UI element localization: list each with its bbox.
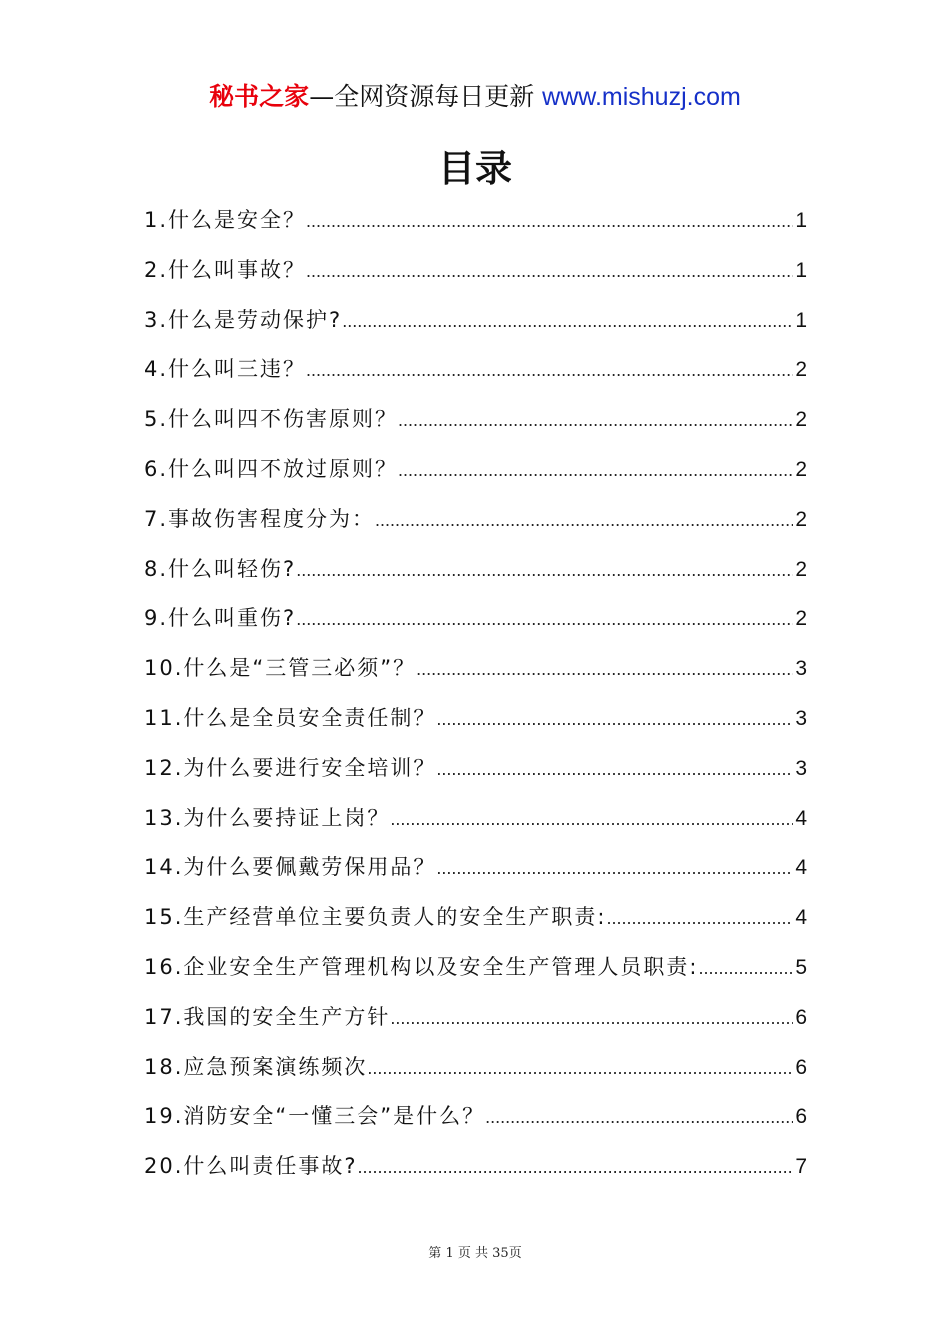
page-title: 目录 — [438, 146, 512, 190]
toc-entry[interactable] — [144, 196, 807, 246]
toc-entry[interactable] — [144, 993, 807, 1043]
toc-entry-page-number: 1 — [795, 308, 807, 332]
toc-dot-leader — [342, 297, 793, 347]
toc-entry-title: 9.什么叫重伤? — [144, 606, 297, 631]
toc-entry[interactable] — [144, 1043, 807, 1093]
site-header — [0, 80, 950, 114]
header-tagline: —全网资源每日更新 — [309, 82, 535, 111]
toc-entry-page-number: 2 — [795, 507, 807, 531]
toc-dot-leader — [306, 247, 793, 297]
toc-dot-leader — [698, 944, 793, 994]
toc-entry-page-number: 1 — [795, 258, 807, 282]
toc-entry-page-number: 6 — [795, 1105, 807, 1129]
page-footer — [0, 1244, 950, 1264]
toc-entry-title: 14.为什么要佩戴劳保用品？ — [144, 855, 437, 880]
toc-entry-page-number: 2 — [795, 457, 807, 481]
toc-dot-leader — [390, 994, 793, 1044]
toc-entry[interactable] — [144, 345, 807, 395]
toc-dot-leader — [296, 595, 793, 645]
toc-entry-page-number: 4 — [795, 806, 807, 830]
toc-dot-leader — [367, 1044, 793, 1094]
toc-entry[interactable] — [144, 495, 807, 545]
toc-entry-page-number: 2 — [795, 408, 807, 432]
footer-suffix: 页 — [508, 1246, 522, 1261]
toc-entry-page-number: 2 — [795, 557, 807, 581]
toc-entry-title: 8.什么叫轻伤? — [144, 556, 297, 581]
toc-entry[interactable] — [144, 794, 807, 844]
toc-entry[interactable] — [144, 545, 807, 595]
toc-entry-title: 4.什么叫三违？ — [144, 357, 307, 382]
toc-dot-leader — [398, 446, 793, 496]
toc-entry[interactable] — [144, 445, 807, 495]
toc-entry-page-number: 6 — [795, 1055, 807, 1079]
toc-entry[interactable] — [144, 644, 807, 694]
toc-dot-leader — [306, 346, 793, 396]
toc-entry-title: 7.事故伤害程度分为： — [144, 506, 376, 531]
toc-dot-leader — [436, 745, 793, 795]
toc-entry-title: 1.什么是安全？ — [144, 208, 307, 232]
toc-entry-page-number: 7 — [795, 1155, 807, 1179]
toc-entry-page-number: 4 — [795, 856, 807, 880]
toc-entry[interactable] — [144, 246, 807, 296]
toc-entry[interactable] — [144, 296, 807, 346]
toc-entry-title: 15.生产经营单位主要负责人的安全生产职责: — [144, 905, 607, 930]
footer-current-page: 1 — [445, 1246, 454, 1261]
toc-entry-title: 2.什么叫事故？ — [144, 257, 307, 282]
toc-dot-leader — [436, 695, 793, 745]
toc-entry-page-number: 6 — [795, 1005, 807, 1029]
toc-entry-page-number: 3 — [795, 706, 807, 730]
toc-entry-page-number: 4 — [795, 906, 807, 930]
toc-entry[interactable] — [144, 694, 807, 744]
toc-entry-title: 3.什么是劳动保护? — [144, 307, 343, 332]
toc-dot-leader — [375, 496, 793, 546]
toc-entry-title: 10.什么是“三管三必须”？ — [144, 656, 417, 681]
toc-entry-title: 19.消防安全“一懂三会”是什么？ — [144, 1104, 486, 1129]
toc-entry-title: 6.什么叫四不放过原则？ — [144, 456, 399, 481]
toc-entry-page-number: 5 — [795, 955, 807, 979]
site-url-link[interactable]: www.mishuzj.com — [542, 83, 741, 111]
toc-dot-leader — [606, 894, 793, 944]
toc-entry-title: 5.什么叫四不伤害原则？ — [144, 407, 399, 432]
toc-entry-title: 17.我国的安全生产方针 — [144, 1004, 391, 1029]
toc-entry[interactable] — [144, 744, 807, 794]
toc-entry[interactable] — [144, 594, 807, 644]
footer-middle: 页 共 — [457, 1246, 488, 1261]
toc-entry-page-number: 2 — [795, 607, 807, 631]
toc-entry[interactable] — [144, 1092, 807, 1142]
toc-dot-leader — [306, 197, 793, 247]
brand-name: 秘书之家 — [209, 82, 310, 111]
toc-entry[interactable] — [144, 843, 807, 893]
toc-entry-title: 20.什么叫责任事故? — [144, 1154, 358, 1179]
toc-dot-leader — [416, 645, 793, 695]
toc-entry-page-number: 3 — [795, 657, 807, 681]
toc-dot-leader — [390, 795, 793, 845]
toc-entry-page-number: 1 — [795, 209, 807, 232]
toc-entry-title: 11.什么是全员安全责任制？ — [144, 705, 437, 730]
toc-dot-leader — [436, 844, 793, 894]
footer-prefix: 第 — [428, 1246, 442, 1261]
toc-dot-leader — [358, 1143, 794, 1193]
toc-entry-page-number: 3 — [795, 756, 807, 780]
toc-dot-leader — [485, 1093, 793, 1143]
toc-entry[interactable] — [144, 395, 807, 445]
toc-dot-leader — [398, 396, 793, 446]
toc-entry-page-number: 2 — [795, 358, 807, 382]
toc-entry-title: 18.应急预案演练频次 — [144, 1054, 368, 1079]
toc-entry[interactable] — [144, 943, 807, 993]
toc-entry-title: 12.为什么要进行安全培训？ — [144, 755, 437, 780]
table-of-contents — [144, 196, 807, 1192]
toc-entry[interactable] — [144, 893, 807, 943]
toc-entry-title: 16.企业安全生产管理机构以及安全生产管理人员职责: — [144, 954, 699, 979]
toc-dot-leader — [296, 546, 793, 596]
footer-total-pages: 35 — [492, 1246, 509, 1261]
toc-entry[interactable] — [144, 1142, 807, 1192]
toc-entry-title: 13.为什么要持证上岗？ — [144, 805, 391, 830]
